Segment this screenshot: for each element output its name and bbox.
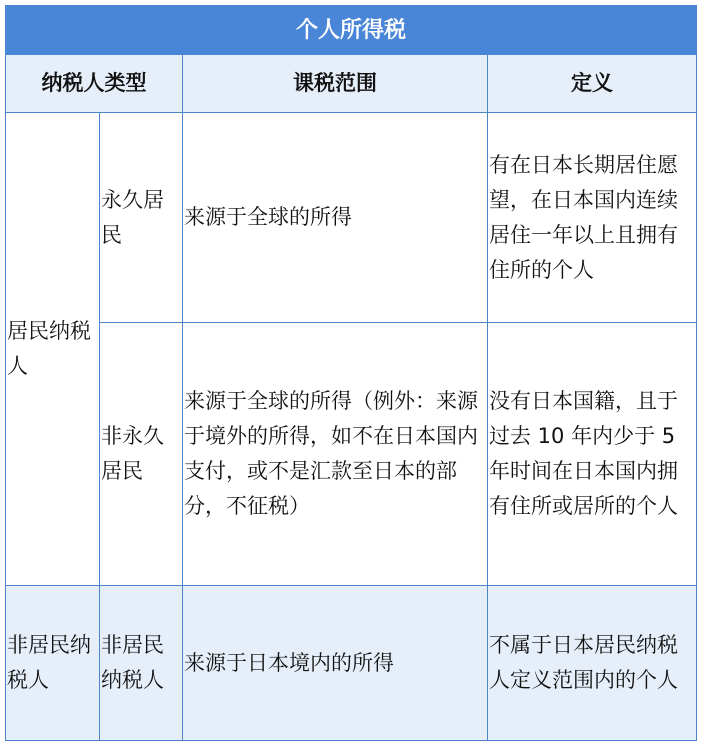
table-title: 个人所得税: [6, 6, 697, 55]
non-resident-type-cell: 非居民纳税人: [100, 586, 183, 741]
non-resident-scope-cell: 来源于日本境内的所得: [183, 586, 488, 741]
header-taxpayer-type: 纳税人类型: [6, 55, 183, 113]
income-tax-table: [5, 5, 697, 741]
permanent-resident-scope-cell: 来源于全球的所得: [183, 113, 488, 323]
table-row: [6, 113, 697, 323]
non-resident-definition-cell: 不属于日本居民纳税人定义范围内的个人: [488, 586, 697, 741]
non-permanent-resident-type-cell: 非永久居民: [100, 323, 183, 586]
header-scope: 课税范围: [183, 55, 488, 113]
non-permanent-resident-definition-cell: 没有日本国籍，且于过去 10 年内少于 5 年时间在日本国内拥有住所或居所的个人: [488, 323, 697, 586]
table-row: [6, 323, 697, 586]
permanent-resident-definition-cell: 有在日本长期居住愿望，在日本国内连续居住一年以上且拥有住所的个人: [488, 113, 697, 323]
permanent-resident-type-cell: 永久居民: [100, 113, 183, 323]
table-row: [6, 586, 697, 741]
resident-category-cell: 居民纳税人: [6, 113, 100, 586]
non-resident-category-cell: 非居民纳税人: [6, 586, 100, 741]
header-definition: 定义: [488, 55, 697, 113]
non-permanent-resident-scope-cell: 来源于全球的所得（例外：来源于境外的所得，如不在日本国内支付，或不是汇款至日本的部分，不征税）: [183, 323, 488, 586]
